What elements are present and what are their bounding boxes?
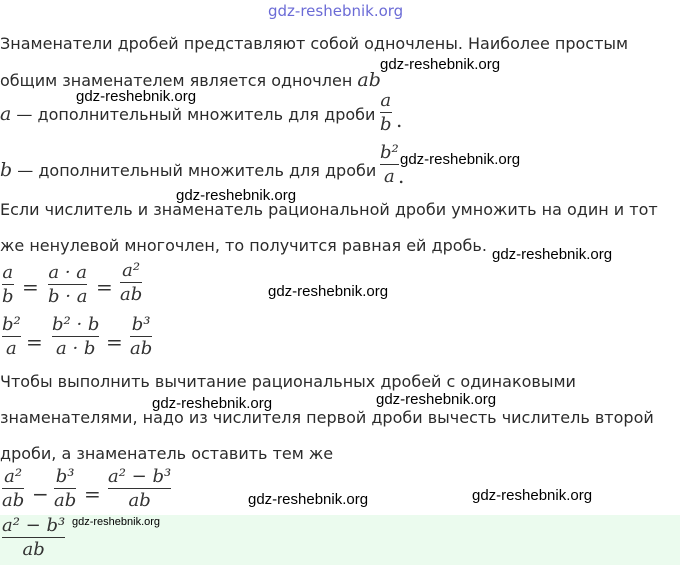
eq3-fraction-1 xyxy=(2,468,24,510)
eq1-fraction-3 xyxy=(120,262,142,304)
fraction-numerator: a xyxy=(2,262,14,283)
math-a: a xyxy=(0,103,12,125)
fraction-b2-over-a xyxy=(380,144,399,186)
paragraph-equal-fraction-line1: Если числитель и знаменатель рациональной дроби умножить на один и тот xyxy=(0,200,658,219)
fraction-numerator: a · a xyxy=(48,262,88,283)
fraction-denominator: ab xyxy=(128,490,151,511)
equals-sign: = xyxy=(26,330,43,354)
fraction-denominator: b xyxy=(2,286,14,307)
fraction-numerator: b³ xyxy=(131,314,151,335)
watermark-top: gdz-reshebnik.org xyxy=(268,2,404,20)
fraction-denominator: ab xyxy=(2,490,25,511)
watermark: gdz-reshebnik.org xyxy=(248,491,369,508)
fraction-bar xyxy=(2,488,24,489)
fraction-bar xyxy=(2,537,65,538)
watermark: gdz-reshebnik.org xyxy=(472,487,593,504)
math-ab: ab xyxy=(357,69,381,91)
fraction-denominator: b · a xyxy=(48,286,88,307)
paragraph-subtraction-line2: знаменателями, надо из числителя первой дроби вычесть числитель второй xyxy=(0,408,654,427)
fraction-bar xyxy=(130,336,152,337)
eq3-clip xyxy=(0,464,190,516)
watermark: gdz-reshebnik.org xyxy=(268,283,389,300)
fraction-denominator: ab xyxy=(54,490,77,511)
paragraph-equal-fraction-line2: же ненулевой многочлен, то получится равная ей дробь. xyxy=(0,236,487,255)
fraction-bar xyxy=(108,488,171,489)
fraction-a-over-b xyxy=(380,92,392,134)
equals-sign: = xyxy=(84,482,101,506)
text-segment: общим знаменателем является одночлен xyxy=(0,71,353,90)
eq2-clip xyxy=(0,312,170,362)
equals-sign: = xyxy=(96,275,113,299)
fraction-numerator: a² xyxy=(4,466,23,487)
paragraph-common-denominator-line1: Знаменатели дробей представляют собой одночлены. Наиболее простым xyxy=(0,34,629,53)
equals-sign: = xyxy=(22,275,39,299)
fraction-denominator: a · b xyxy=(56,338,96,359)
paragraph-subtraction-line1: Чтобы выполнить вычитание рациональных дробей с одинаковыми xyxy=(0,372,576,391)
answer-fraction xyxy=(2,517,65,559)
fraction-bar xyxy=(48,284,87,285)
fraction-bar xyxy=(52,336,99,337)
fraction-denominator: a xyxy=(6,338,17,359)
fraction-numerator: b² xyxy=(380,142,399,163)
equals-sign: = xyxy=(106,330,123,354)
fraction-numerator: a xyxy=(380,90,392,111)
period: . xyxy=(398,164,405,188)
fraction-numerator: b² · b xyxy=(52,314,100,335)
paragraph-subtraction-line3: дроби, а знаменатель оставить тем же xyxy=(0,444,334,463)
watermark: gdz-reshebnik.org xyxy=(380,56,501,73)
fraction-numerator: b² xyxy=(2,314,21,335)
fraction-bar xyxy=(380,112,392,113)
fraction-denominator: ab xyxy=(22,539,45,560)
fraction-numerator: b³ xyxy=(55,466,75,487)
fraction-denominator: b xyxy=(380,114,392,135)
watermark: gdz-reshebnik.org xyxy=(492,246,613,263)
text-segment: — дополнительный множитель для дроби xyxy=(16,105,376,124)
watermark: gdz-reshebnik.org xyxy=(76,88,197,105)
watermark: gdz-reshebnik.org xyxy=(152,395,273,412)
fraction-bar xyxy=(54,488,76,489)
multiplier-b-line xyxy=(0,160,376,181)
fraction-bar xyxy=(120,282,142,283)
fraction-bar xyxy=(2,284,14,285)
fraction-bar xyxy=(380,164,399,165)
watermark: gdz-reshebnik.org xyxy=(376,391,497,408)
fraction-bar xyxy=(2,336,21,337)
eq1-fraction-1 xyxy=(2,264,14,306)
watermark: gdz-reshebnik.org xyxy=(400,151,521,168)
eq2-fraction-3 xyxy=(130,316,152,358)
fraction-denominator: ab xyxy=(130,338,153,359)
watermark: gdz-reshebnik.org xyxy=(72,516,161,528)
fraction-numerator: a² − b³ xyxy=(2,515,66,536)
text-segment: — дополнительный множитель для дроби xyxy=(17,161,377,180)
eq1-fraction-2 xyxy=(48,264,87,306)
fraction-denominator: a xyxy=(384,166,395,187)
fraction-numerator: a² − b³ xyxy=(108,466,172,487)
math-b: b xyxy=(0,159,13,181)
eq3-fraction-3 xyxy=(108,468,171,510)
fraction-denominator: ab xyxy=(120,284,143,305)
multiplier-a-line xyxy=(0,104,375,125)
minus-sign: − xyxy=(32,482,49,506)
eq2-fraction-1 xyxy=(2,316,21,358)
watermark: gdz-reshebnik.org xyxy=(176,187,297,204)
eq3-fraction-2 xyxy=(54,468,76,510)
eq2-fraction-2 xyxy=(52,316,99,358)
fraction-numerator: a² xyxy=(122,260,141,281)
period: . xyxy=(396,108,403,132)
